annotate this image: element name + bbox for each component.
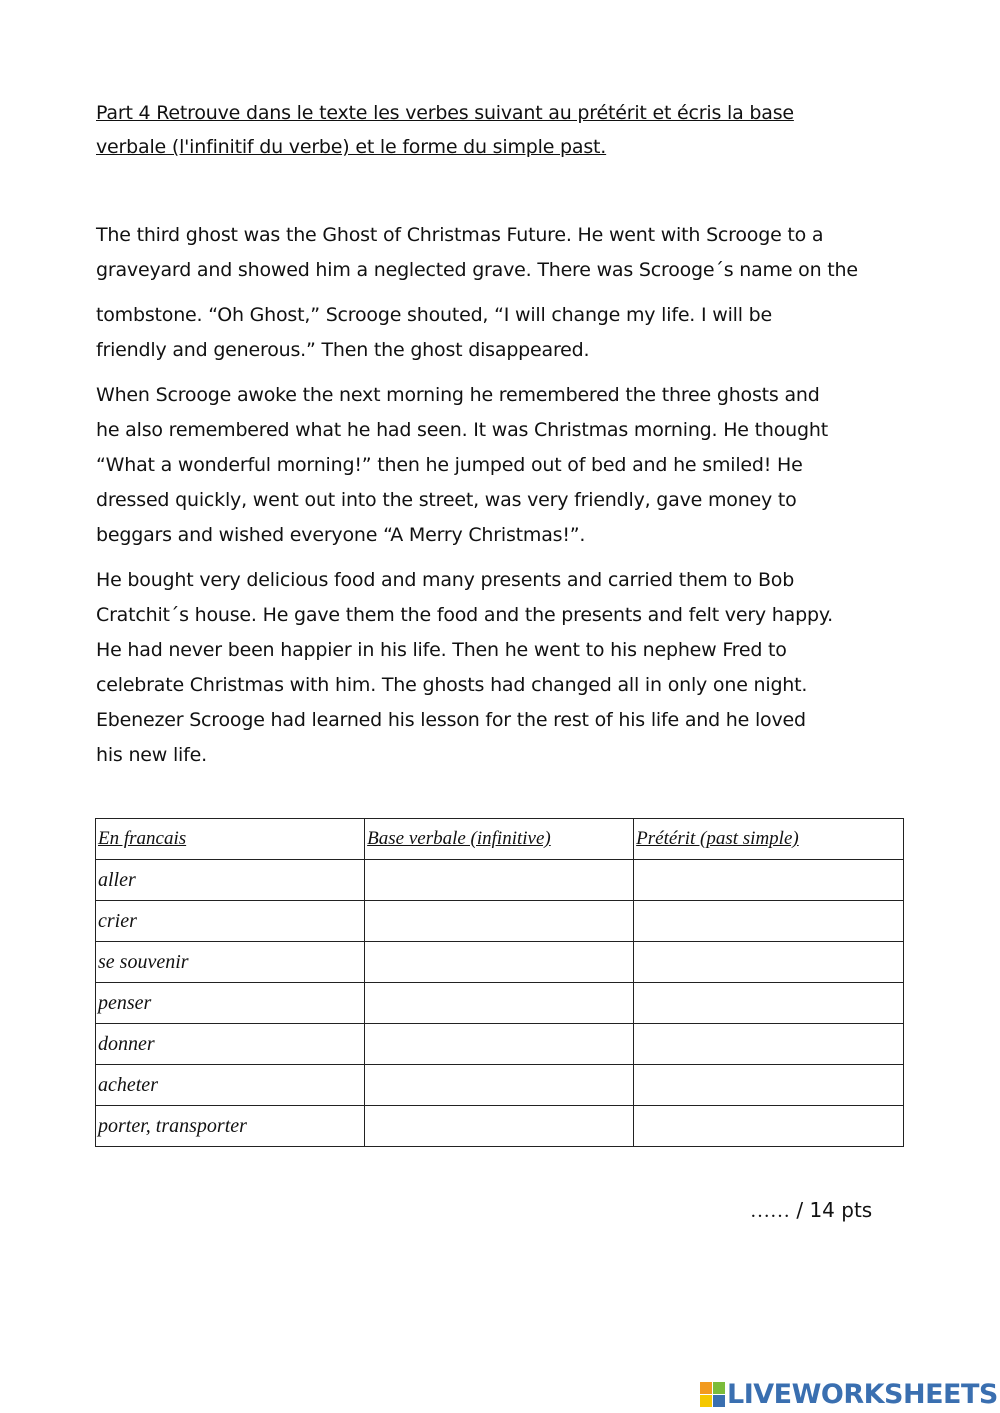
column-header-past-simple: Prétérit (past simple) xyxy=(634,819,904,860)
table-row xyxy=(96,1106,904,1147)
instructions-line: verbale (l'infinitif du verbe) et le forme du simple past. xyxy=(96,136,607,158)
past-simple-answer-cell[interactable] xyxy=(634,1024,904,1065)
infinitive-answer-cell[interactable] xyxy=(365,983,634,1024)
passage-line: his new life. xyxy=(96,744,207,766)
french-verb-cell: se souvenir xyxy=(96,942,365,983)
past-simple-answer-cell[interactable] xyxy=(634,1106,904,1147)
past-simple-answer-cell[interactable] xyxy=(634,983,904,1024)
instructions xyxy=(96,96,916,164)
logo-square-icon xyxy=(713,1395,725,1407)
passage-line: celebrate Christmas with him. The ghosts had changed all in only one night. xyxy=(96,674,808,696)
reading-passage xyxy=(96,218,916,773)
table-row xyxy=(96,860,904,901)
passage-line: beggars and wished everyone “A Merry Christmas!”. xyxy=(96,524,586,546)
table-row xyxy=(96,942,904,983)
passage-line: he also remembered what he had seen. It was Christmas morning. He thought xyxy=(96,419,828,441)
passage-line: He bought very delicious food and many presents and carried them to Bob xyxy=(96,569,795,591)
passage-line: tombstone. “Oh Ghost,” Scrooge shouted, “I will change my life. I will be xyxy=(96,304,772,326)
french-verb-cell: donner xyxy=(96,1024,365,1065)
table-header-row xyxy=(96,819,904,860)
infinitive-answer-cell[interactable] xyxy=(365,1106,634,1147)
logo-square-icon xyxy=(700,1395,712,1407)
table-row xyxy=(96,1065,904,1106)
instructions-line: Part 4 Retrouve dans le texte les verbes suivant au prétérit et écris la base xyxy=(96,102,794,124)
past-simple-answer-cell[interactable] xyxy=(634,860,904,901)
table-row xyxy=(96,983,904,1024)
french-verb-cell: porter, transporter xyxy=(96,1106,365,1147)
infinitive-answer-cell[interactable] xyxy=(365,1065,634,1106)
passage-line: “What a wonderful morning!” then he jumped out of bed and he smiled! He xyxy=(96,454,803,476)
past-simple-answer-cell[interactable] xyxy=(634,901,904,942)
french-verb-cell: aller xyxy=(96,860,365,901)
french-verb-cell: crier xyxy=(96,901,365,942)
column-header-infinitive: Base verbale (infinitive) xyxy=(365,819,634,860)
past-simple-answer-cell[interactable] xyxy=(634,1065,904,1106)
infinitive-answer-cell[interactable] xyxy=(365,901,634,942)
infinitive-answer-cell[interactable] xyxy=(365,1024,634,1065)
column-header-french: En francais xyxy=(96,819,365,860)
french-verb-cell: penser xyxy=(96,983,365,1024)
score-blank: …… xyxy=(750,1200,790,1222)
table-row xyxy=(96,901,904,942)
passage-line: Ebenezer Scrooge had learned his lesson for the rest of his life and he loved xyxy=(96,709,806,731)
score-total: / 14 pts xyxy=(790,1198,873,1222)
passage-line: graveyard and showed him a neglected grave. There was Scrooge´s name on the xyxy=(96,259,858,281)
logo-mark-icon xyxy=(700,1382,725,1407)
passage-line: dressed quickly, went out into the street, was very friendly, gave money to xyxy=(96,489,797,511)
infinitive-answer-cell[interactable] xyxy=(365,860,634,901)
french-verb-cell: acheter xyxy=(96,1065,365,1106)
logo-square-icon xyxy=(700,1382,712,1394)
liveworksheets-logo xyxy=(700,1378,998,1410)
infinitive-answer-cell[interactable] xyxy=(365,942,634,983)
passage-line: When Scrooge awoke the next morning he remembered the three ghosts and xyxy=(96,384,820,406)
logo-text: LIVEWORKSHEETS xyxy=(727,1378,998,1410)
logo-square-icon xyxy=(713,1382,725,1394)
passage-line: friendly and generous.” Then the ghost disappeared. xyxy=(96,339,590,361)
passage-line: He had never been happier in his life. Then he went to his nephew Fred to xyxy=(96,639,787,661)
table-row xyxy=(96,1024,904,1065)
passage-line: The third ghost was the Ghost of Christmas Future. He went with Scrooge to a xyxy=(96,224,824,246)
verb-table xyxy=(95,818,904,1147)
score-line xyxy=(750,1198,872,1223)
past-simple-answer-cell[interactable] xyxy=(634,942,904,983)
passage-line: Cratchit´s house. He gave them the food and the presents and felt very happy. xyxy=(96,604,833,626)
